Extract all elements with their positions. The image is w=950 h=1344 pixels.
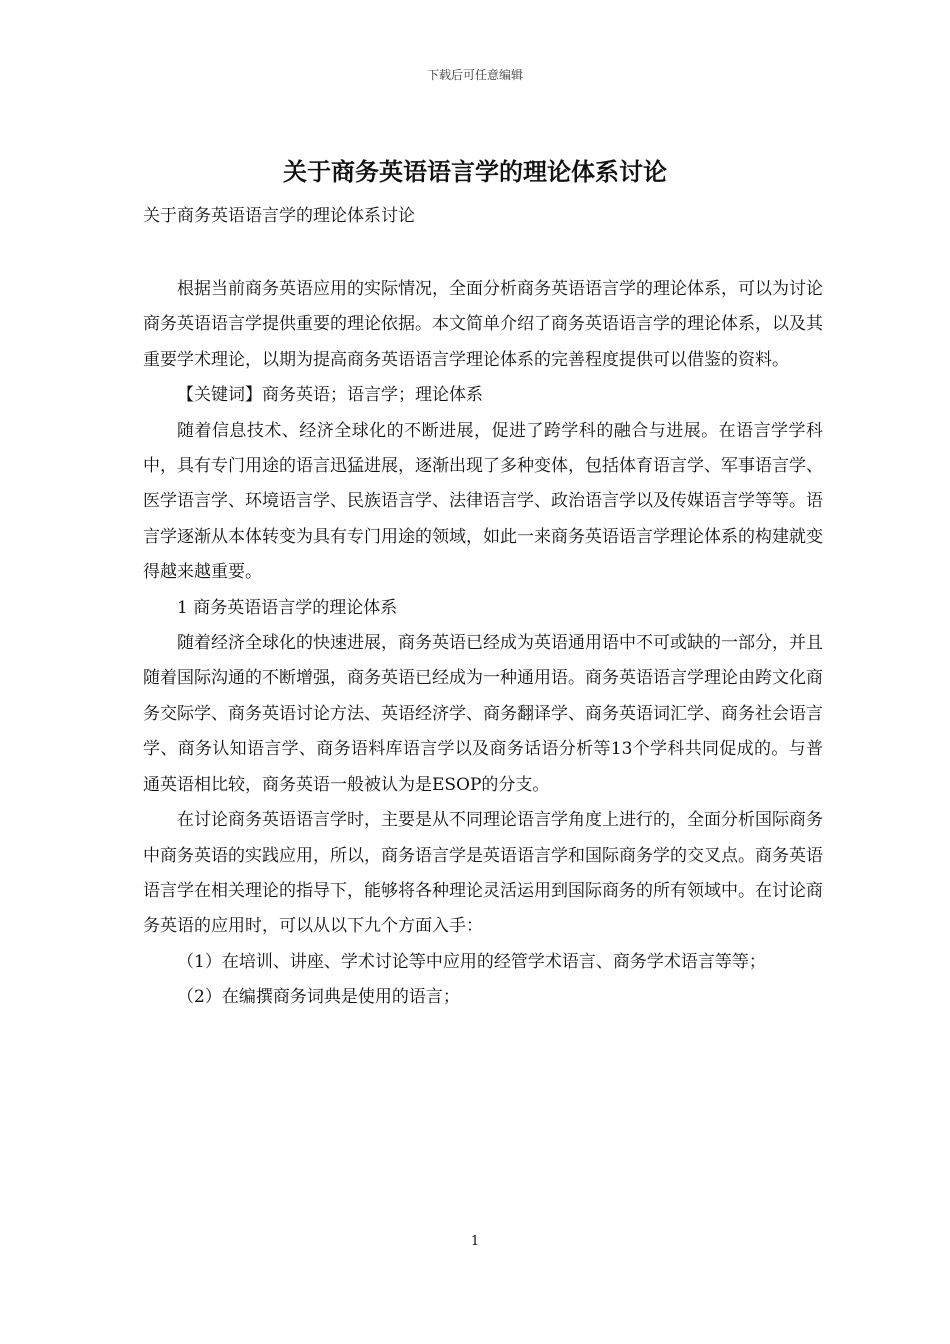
- document-body: [143, 272, 823, 1016]
- body-paragraph: 在讨论商务英语语言学时，主要是从不同理论语言学角度上进行的，全面分析国际商务中商务英语的实践应用，所以，商务语言学是英语语言学和国际商务学的交叉点。商务英语语言学在相关理论的指导下，能够将各种理论灵活运用到国际商务的所有领域中。在讨论商务英语的应用时，可以从以下九个方面入手：: [143, 810, 823, 937]
- keywords-paragraph: 【关键词】商务英语；语言学；理论体系: [177, 385, 483, 406]
- body-paragraph: 随着经济全球化的快速进展，商务英语已经成为英语通用语中不可或缺的一部分，并且随着国际沟通的不断增强，商务英语已经成为一种通用语。商务英语语言学理论由跨文化商务交际学、商务英语讨论方法、英语经济学、商务翻译学、商务英语词汇学、商务社会语言学、商务认知语言学、商务语料库语言学以及商务话语分析等13个学科共同促成的。与普通英语相比较，商务英语一般被认为是ESOP的分支。: [143, 633, 823, 795]
- list-item: （2）在编撰商务词典是使用的语言；: [177, 987, 460, 1008]
- page-header: 下载后可任意编辑: [426, 68, 523, 82]
- page-number: 1: [470, 1234, 480, 1249]
- list-item: （1）在培训、讲座、学术讨论等中应用的经管学术语言、商务学术语言等等；: [177, 951, 766, 972]
- document-title: 关于商务英语语言学的理论体系讨论: [283, 157, 667, 186]
- section-heading: 1 商务英语语言学的理论体系: [177, 597, 398, 618]
- abstract-paragraph: 根据当前商务英语应用的实际情况，全面分析商务英语语言学的理论体系，可以为讨论商务英语语言学提供重要的理论依据。本文简单介绍了商务英语语言学的理论体系，以及其重要学术理论，以期为提高商务英语语言学理论体系的完善程度提供可以借鉴的资料。: [143, 279, 823, 370]
- intro-paragraph: 随着信息技术、经济全球化的不断进展，促进了跨学科的融合与进展。在语言学学科中，具有专门用途的语言迅猛进展，逐渐出现了多种变体，包括体育语言学、军事语言学、医学语言学、环境语言学、民族语言学、法律语言学、政治语言学以及传媒语言学等等。语言学逐渐从本体转变为具有专门用途的领域，如此一来商务英语语言学理论体系的构建就变得越来越重要。: [143, 420, 823, 583]
- document-subtitle: 关于商务英语语言学的理论体系讨论: [143, 206, 415, 226]
